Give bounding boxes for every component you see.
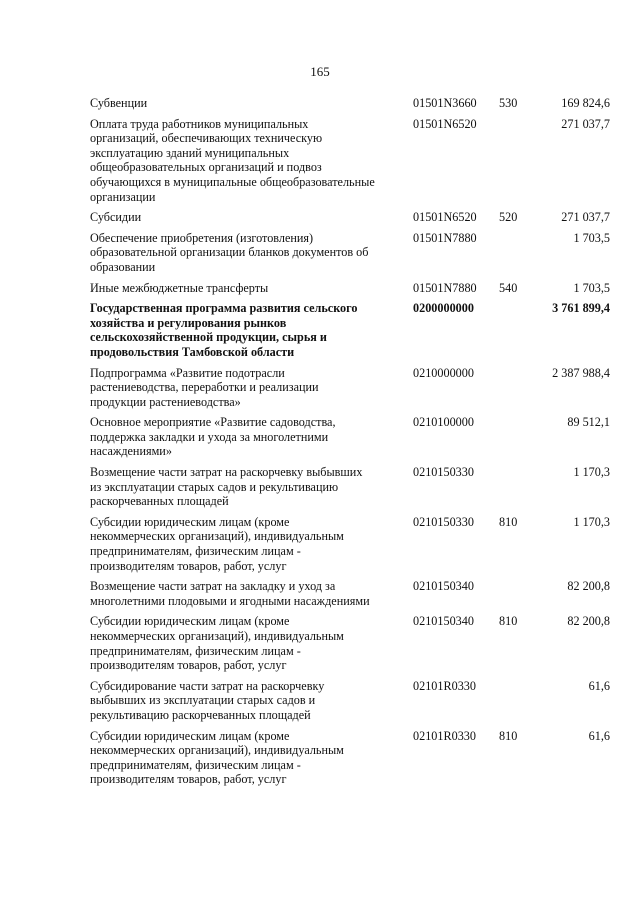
row-amount: 1 703,5 [573, 230, 610, 245]
row-name: Субвенции [90, 96, 148, 110]
row-name: Возмещение части затрат на раскорчевку выбывших из эксплуатации старых садов и рекультивацию раскорчеванных площадей [90, 465, 363, 509]
row-code: 01501N6520 [413, 210, 477, 225]
table-row [90, 614, 610, 672]
row-name: Оплата труда работников муниципальных организаций, обеспечивающих техническую эксплуатацию зданий муниципальных общеобразовательных организаций и подвоз обучающихся в муниципальные общеобразовательные организации [90, 116, 375, 204]
row-amount: 82 200,8 [567, 614, 610, 629]
table-row [90, 301, 610, 359]
row-code: 0210150340 [413, 614, 474, 629]
row-amount: 61,6 [588, 678, 610, 693]
row-name: Основное мероприятие «Развитие садоводства, поддержка закладки и ухода за многолетними насаждениями» [90, 415, 336, 459]
row-expense-type: 520 [499, 210, 518, 225]
table-row [90, 579, 610, 608]
table-row [90, 231, 610, 275]
row-code: 02101R0330 [413, 678, 476, 693]
row-name: Субсидирование части затрат на раскорчевку выбывших из эксплуатации старых садов и рекультивацию раскорчеванных площадей [90, 678, 325, 722]
row-name: Обеспечение приобретения (изготовления) образовательной организации бланков документов об образовании [90, 230, 369, 274]
row-expense-type: 810 [499, 614, 518, 629]
row-expense-type: 810 [499, 728, 518, 743]
budget-table [90, 96, 610, 793]
table-row [90, 515, 610, 573]
row-code: 01501N6520 [413, 116, 477, 131]
row-amount: 1 170,3 [573, 514, 610, 529]
row-code: 0210150330 [413, 465, 474, 480]
table-row [90, 465, 610, 509]
row-code: 01501N7880 [413, 280, 477, 295]
table-row [90, 729, 610, 787]
row-amount: 82 200,8 [567, 579, 610, 594]
row-name: Субсидии юридическим лицам (кроме некоммерческих организаций), индивидуальным предпринимателям, физическим лицам - производителям товаров, работ, услуг [90, 614, 344, 673]
row-amount: 271 037,7 [561, 116, 610, 131]
row-amount: 169 824,6 [561, 96, 610, 110]
row-name: Государственная программа развития сельского хозяйства и регулирования рынков сельскохозяйственной продукции, сырья и продовольствия Тамбовской области [90, 301, 358, 359]
row-code: 0210150340 [413, 579, 474, 594]
row-code: 02101R0330 [413, 728, 476, 743]
table-row [90, 96, 610, 111]
row-code: 01501N3660 [413, 96, 477, 110]
row-expense-type: 810 [499, 514, 518, 529]
row-code: 01501N7880 [413, 230, 477, 245]
row-expense-type: 530 [499, 96, 518, 110]
row-amount: 61,6 [588, 728, 610, 743]
row-amount: 2 387 988,4 [552, 365, 610, 380]
row-amount: 1 170,3 [573, 465, 610, 480]
row-amount: 89 512,1 [567, 415, 610, 430]
row-amount: 1 703,5 [573, 280, 610, 295]
row-name: Субсидии юридическим лицам (кроме некоммерческих организаций), индивидуальным предпринимателям, физическим лицам - производителям товаров, работ, услуг [90, 728, 344, 787]
table-row [90, 366, 610, 410]
page-number: 165 [310, 64, 330, 79]
row-name: Подпрограмма «Развитие подотрасли растениеводства, переработки и реализации продукции растениеводства» [90, 365, 319, 409]
row-code: 0200000000 [413, 301, 474, 316]
table-row [90, 679, 610, 723]
row-name: Субсидии юридическим лицам (кроме некоммерческих организаций), индивидуальным предпринимателям, физическим лицам - производителям товаров, работ, услуг [90, 514, 344, 573]
row-name: Субсидии [90, 210, 142, 225]
table-row [90, 415, 610, 459]
table-row [90, 281, 610, 296]
row-code: 0210100000 [413, 415, 474, 430]
table-row [90, 210, 610, 225]
table-row [90, 117, 610, 205]
row-name: Возмещение части затрат на закладку и уход за многолетними плодовыми и ягодными насаждениями [90, 579, 370, 608]
row-amount: 3 761 899,4 [552, 301, 610, 316]
row-name: Иные межбюджетные трансферты [90, 280, 269, 295]
row-code: 0210150330 [413, 514, 474, 529]
row-code: 0210000000 [413, 365, 474, 380]
row-expense-type: 540 [499, 280, 518, 295]
row-amount: 271 037,7 [561, 210, 610, 225]
